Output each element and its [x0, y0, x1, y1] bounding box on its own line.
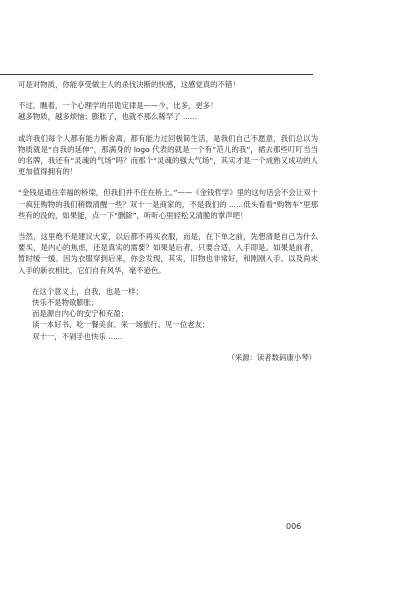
poem-line: 快乐不是物欲膨胀；	[32, 298, 99, 308]
paragraph-2: 不过，瞧着，一个心理学的吊诡定律是——少，比多，更多！ 越多物质，越多烦恼；膨胀了，也就不那么稀罕了 ......	[18, 101, 218, 122]
poem-block	[18, 286, 318, 342]
source-attribution: （来源：读者数码康小琴）	[227, 352, 316, 362]
paragraph-5: 当然，这里绝不是建议大家，以后都不再买衣服，而是，在下单之前，先想清楚自己为什么要买，是内心的焦虑，还是真实的需要？如果是后者，只要合适，入手即是。如果是前者，暂时缓一缓。因为衣服穿到后来，你会发现，其实，旧物也非常好，和刚刚入手、以及尚未入手的新衣相比，它们自有风华，毫不逊色。	[18, 232, 318, 275]
article-body	[18, 79, 318, 363]
poem-line: 读一本好书、吃一餐美食、来一场旅行、见一位老友；	[32, 320, 210, 330]
poem-line: 在这个意义上，自我，也是一样；	[32, 286, 143, 296]
poem-line: 双十一，不剁手也快乐 ......	[32, 331, 123, 341]
header-rule	[0, 74, 313, 75]
paragraph-4: “金钱是通往幸福的桥梁，但我们并不住在桥上。”——《金钱哲学》里的这句话会不会让双十一疯狂购物的我们稍微清醒一些？双十一是商家的，不是我们的 ......低头看看“购物车”里那些有的没的，如果能，点一下“删除”，听听心里轻松又清脆的掌声吧！	[18, 188, 318, 220]
paragraph-1: 可是对物质，你能享受做主人的杀伐决断的快感，这感觉真的不错！	[18, 80, 240, 89]
poem-line: 而是源自内心的安宁和充盈；	[32, 309, 129, 319]
page-number: 006	[286, 522, 302, 531]
paragraph-3: 或许我们每个人都有能力断舍离，都有能力过回极简生活，是我们自己不愿意，我们总以为物质就是“自我的延伸”，那满身的 logo 代表的就是一个有“范儿的我”，裙去那些叮叮当当的名牌，我还有“灵魂的气场”吗？而那个“灵魂的强大气场”，其实才是一个成熟又成功的人更加值得拥有的！	[18, 133, 318, 177]
